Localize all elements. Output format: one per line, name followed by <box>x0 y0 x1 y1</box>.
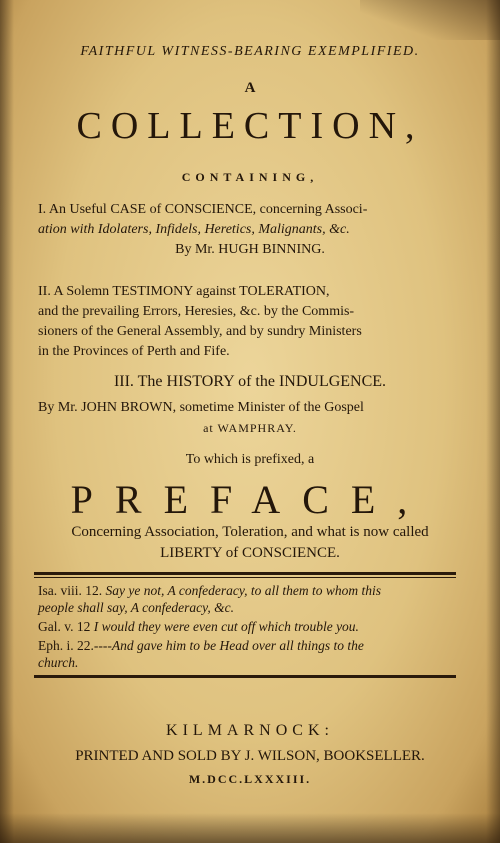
divider-rule <box>34 577 456 578</box>
scripture-verse <box>38 582 468 599</box>
imprint-place: KILMARNOCK: <box>166 722 334 739</box>
divider-rule <box>34 675 456 678</box>
item1-author: By Mr. HUGH BINNING. <box>175 242 325 257</box>
page-edge-bottom <box>0 813 500 843</box>
scripture-verse <box>38 654 468 671</box>
verse-ref: Isa. viii. 12. <box>38 583 103 598</box>
main-title: COLLECTION, <box>76 105 424 147</box>
scripture-verse <box>38 637 468 654</box>
verse-text: church. <box>38 655 79 670</box>
contents-item-1 <box>0 200 500 260</box>
item1-line2: ation with Idolaters, Infidels, Heretics, Malignants, &c. <box>38 222 350 237</box>
verse-text: people shall say, A confederacy, &c. <box>38 600 234 615</box>
item1-line1: I. An Useful CASE of CONSCIENCE, concerning Associ- <box>38 202 368 217</box>
item2-line2: and the prevailing Errors, Heresies, &c. by the Commis- <box>38 304 355 319</box>
imprint-printer: PRINTED AND SOLD BY J. WILSON, BOOKSELLER. <box>75 748 425 764</box>
page-stain <box>360 0 500 40</box>
contents-item-2 <box>0 282 500 362</box>
verse-ref: Gal. v. 12 <box>38 619 91 634</box>
scripture-verse <box>38 618 468 635</box>
preface-title: PREFACE, <box>70 477 430 522</box>
imprint-date: M.DCC.LXXXIII. <box>188 772 312 786</box>
verse-text: And gave him to be Head over all things to the <box>111 638 364 653</box>
scripture-verse <box>38 599 468 616</box>
verse-text: Say ye not, A confederacy, to all them to whom this <box>105 583 381 598</box>
item4-line2: at WAMPHRAY. <box>203 421 297 435</box>
item4-line1: By Mr. JOHN BROWN, sometime Minister of the Gospel <box>38 400 364 415</box>
verse-ref: Eph. i. 22.---- <box>38 638 112 653</box>
half-title: FAITHFUL WITNESS-BEARING EXEMPLIFIED. <box>80 44 420 59</box>
preface-subject: Concerning Association, Toleration, and what is now called <box>71 524 429 540</box>
article-a: A <box>244 80 256 96</box>
prefixed-line: To which is prefixed, a <box>185 452 315 467</box>
contents-item-3: III. The HISTORY of the INDULGENCE. <box>113 373 387 390</box>
divider-rule <box>34 572 456 575</box>
item2-line4: in the Provinces of Perth and Fife. <box>38 344 230 359</box>
verse-text: I would they were even cut off which trouble you. <box>93 619 359 634</box>
contents-item-3-author <box>0 398 500 438</box>
containing-label: CONTAINING, <box>181 170 319 184</box>
item2-line1: II. A Solemn TESTIMONY against TOLERATION, <box>38 284 330 299</box>
preface-subject-2: LIBERTY of CONSCIENCE. <box>160 545 340 561</box>
item2-line3: sioners of the General Assembly, and by sundry Ministers <box>38 324 362 339</box>
